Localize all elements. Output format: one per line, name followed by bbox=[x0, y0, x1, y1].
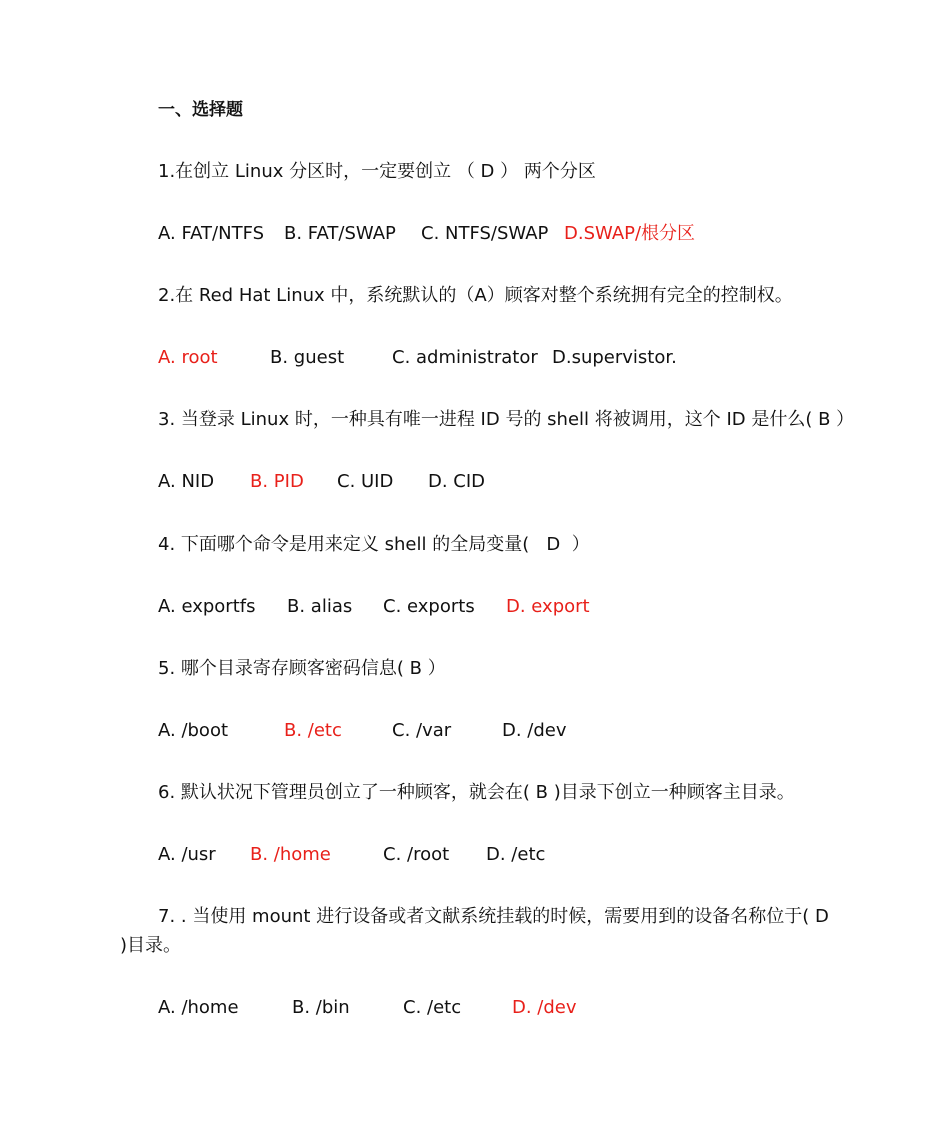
option-7d-answer: D. /dev bbox=[512, 997, 577, 1018]
options-row-5 bbox=[0, 719, 950, 743]
option-3c: C. UID bbox=[337, 471, 394, 492]
question-3: 3. 当登录 Linux 时，一种具有唯一进程 ID 号的 shell 将被调用，这个 ID 是什么( B ） bbox=[158, 409, 855, 430]
option-2d: D.supervistor. bbox=[552, 347, 677, 368]
option-1b: B. FAT/SWAP bbox=[284, 223, 396, 244]
option-5b-answer: B. /etc bbox=[284, 720, 342, 741]
options-row-4 bbox=[0, 595, 950, 619]
options-row-6 bbox=[0, 843, 950, 867]
option-3d: D. CID bbox=[428, 471, 486, 492]
options-row-2 bbox=[0, 346, 950, 370]
option-2b: B. guest bbox=[270, 347, 345, 368]
option-1a: A. FAT/NTFS bbox=[158, 223, 265, 244]
option-5d: D. /dev bbox=[502, 720, 567, 741]
question-1: 1.在创立 Linux 分区时，一定要创立 （ D ） 两个分区 bbox=[158, 161, 596, 182]
option-4c: C. exports bbox=[383, 596, 475, 617]
option-5c: C. /var bbox=[392, 720, 452, 741]
options-row-3 bbox=[0, 470, 950, 494]
section-heading: 一、选择题 bbox=[158, 100, 243, 120]
option-1c: C. NTFS/SWAP bbox=[421, 223, 549, 244]
option-1d-answer: D.SWAP/根分区 bbox=[564, 223, 696, 244]
option-6a: A. /usr bbox=[158, 844, 216, 865]
option-5a: A. /boot bbox=[158, 720, 229, 741]
option-7c: C. /etc bbox=[403, 997, 462, 1018]
option-7a: A. /home bbox=[158, 997, 239, 1018]
option-6b-answer: B. /home bbox=[250, 844, 331, 865]
option-7b: B. /bin bbox=[292, 997, 350, 1018]
question-4: 4. 下面哪个命令是用来定义 shell 的全局变量( D ） bbox=[158, 534, 590, 555]
question-2: 2.在 Red Hat Linux 中，系统默认的（A）顾客对整个系统拥有完全的控制权。 bbox=[158, 285, 793, 306]
question-5: 5. 哪个目录寄存顾客密码信息( B ） bbox=[158, 658, 446, 679]
option-2a-answer: A. root bbox=[158, 347, 218, 368]
option-6c: C. /root bbox=[383, 844, 450, 865]
option-3b-answer: B. PID bbox=[250, 471, 304, 492]
option-2c: C. administrator bbox=[392, 347, 538, 368]
question-7: 7. . 当使用 mount 进行设备或者文献系统挂载的时候，需要用到的设备名称位于( D bbox=[158, 906, 829, 927]
option-4b: B. alias bbox=[287, 596, 353, 617]
options-row-7 bbox=[0, 996, 950, 1020]
option-3a: A. NID bbox=[158, 471, 215, 492]
question-6: 6. 默认状况下管理员创立了一种顾客，就会在( B )目录下创立一种顾客主目录。 bbox=[158, 782, 795, 803]
option-4d-answer: D. export bbox=[506, 596, 590, 617]
option-6d: D. /etc bbox=[486, 844, 546, 865]
option-4a: A. exportfs bbox=[158, 596, 256, 617]
question-7-continuation: )目录。 bbox=[120, 935, 182, 956]
options-row-1 bbox=[0, 222, 950, 246]
